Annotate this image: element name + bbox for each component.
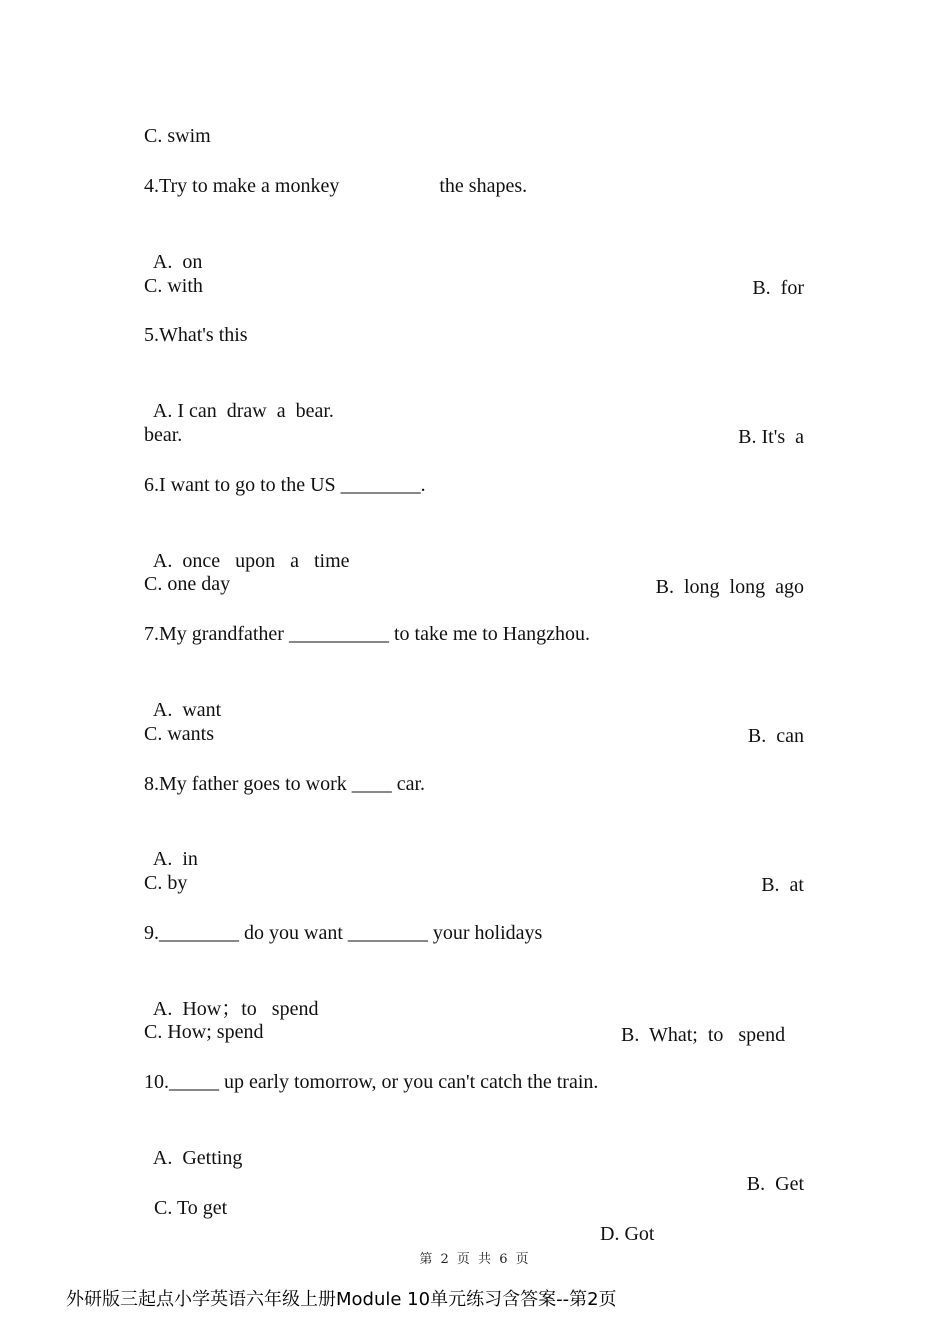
q4-stem: [144, 173, 804, 199]
q8-option-b: B. at: [761, 874, 804, 896]
q6-option-b: B. long long ago: [655, 576, 804, 598]
q5-option-a: A. I can draw a bear.: [152, 400, 334, 422]
q9-option-c: C. How; spend: [144, 1021, 264, 1043]
q10-option-b: B. Get: [746, 1173, 804, 1195]
document-title: 外研版三起点小学英语六年级上册Module 10单元练习含答案--第2页: [66, 1289, 617, 1310]
q4-stem-part1: 4.Try to make a monkey: [144, 175, 340, 197]
q3-option-c: C. swim: [144, 125, 211, 147]
q10-stem: 10._____ up early tomorrow, or you can't catch the train.: [144, 1071, 599, 1093]
q7-option-b: B. can: [747, 725, 804, 747]
q10-options-cd: [144, 1169, 804, 1247]
q7-stem: 7.My grandfather __________ to take me to Hangzhou.: [144, 623, 591, 645]
q5-option-b-continued: bear.: [144, 424, 183, 446]
q9-option-b: B. What; to spend: [621, 1024, 786, 1046]
page-indicator: 第 2 页 共 6 页: [419, 1252, 531, 1267]
q6-option-a: A. once upon a time: [152, 550, 350, 572]
q4-stem-part2: the shapes.: [439, 175, 528, 197]
q8-stem: 8.My father goes to work ____ car.: [144, 773, 426, 795]
q7-option-c: C. wants: [144, 723, 214, 745]
q10-option-c: C. To get: [154, 1197, 228, 1219]
q4-option-c: C. with: [144, 275, 203, 297]
q5-stem: 5.What's this: [144, 324, 248, 346]
q10-option-d: D. Got: [600, 1223, 655, 1245]
q7-option-a: A. want: [152, 699, 222, 721]
q10-option-a: A. Getting: [152, 1147, 243, 1169]
q4-option-a: A. on: [152, 251, 203, 273]
q9-option-a: A. How；to spend: [152, 998, 319, 1020]
q5-option-b: B. It's a: [738, 426, 804, 448]
q4-option-b: B. for: [752, 277, 804, 299]
q8-option-c: C. by: [144, 872, 188, 894]
q8-option-a: A. in: [152, 848, 198, 870]
q6-option-c: C. one day: [144, 573, 231, 595]
q6-stem: 6.I want to go to the US ________.: [144, 474, 426, 496]
q9-stem: 9.________ do you want ________ your holidays: [144, 922, 543, 944]
